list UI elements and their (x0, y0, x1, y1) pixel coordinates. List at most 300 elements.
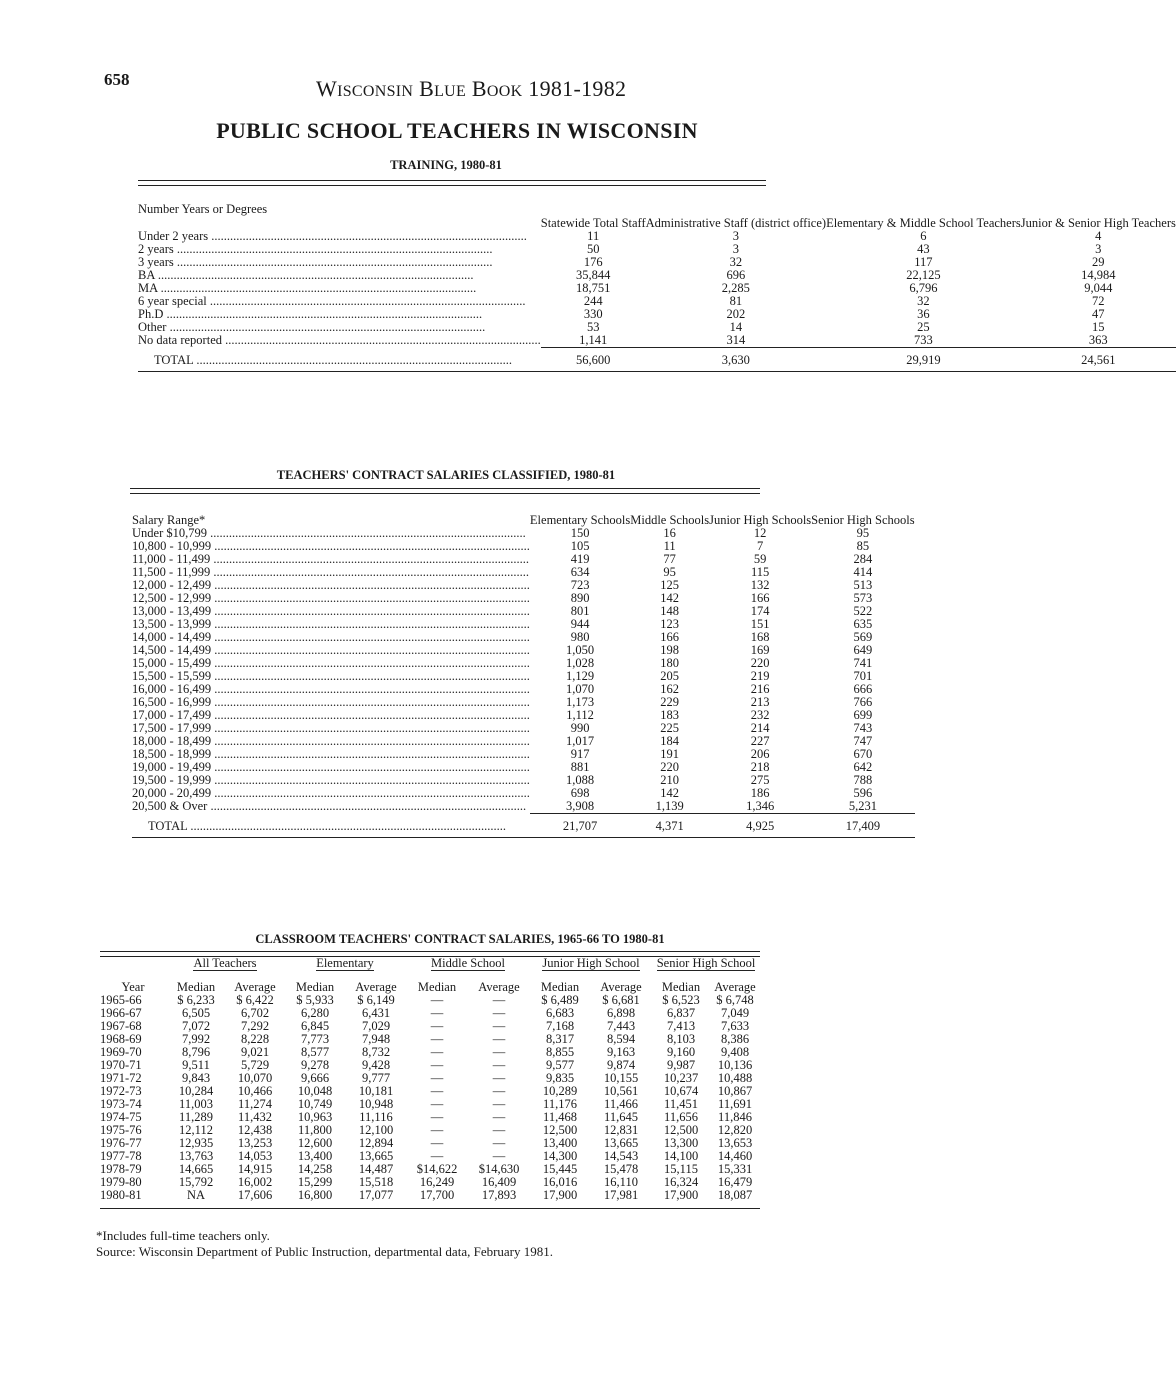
table-cell: 47 (1092, 307, 1105, 321)
table-cell: 9,843 (181, 1071, 211, 1085)
table-cell: 220 (750, 656, 770, 670)
table-cell: 150 (570, 526, 590, 540)
table-cell: 22,125 (906, 268, 941, 282)
total-cell: 17,409 (811, 814, 914, 834)
row-label: 19,000 - 19,499 ..... (132, 761, 530, 774)
table-cell: 10,466 (237, 1084, 273, 1098)
table-cell: 12,100 (358, 1123, 394, 1137)
classroom-table-title: CLASSROOM TEACHERS' CONTRACT SALARIES, 1965-66 TO 1980-81 (255, 932, 665, 946)
table-cell: 43 (917, 242, 930, 256)
table-cell: 9,511 (182, 1058, 210, 1072)
table-cell: 12,831 (603, 1123, 639, 1137)
table-cell: 980 (570, 630, 590, 644)
table-cell: 1,028 (566, 656, 595, 670)
table-cell: 50 (586, 242, 600, 256)
table-cell: 14,300 (542, 1149, 578, 1163)
row-label: 16,500 - 16,999 ..... (132, 696, 530, 709)
table-cell: 81 (729, 294, 743, 308)
table-cell: 220 (660, 760, 680, 774)
table-cell: 35,844 (576, 268, 611, 282)
table-cell: — (430, 1097, 444, 1111)
col-header: Administrative Staff (district office) (645, 216, 827, 230)
col-header: Number Years or Degrees (138, 202, 268, 216)
table-cell: 11,176 (543, 1097, 577, 1111)
table-cell: 17,893 (481, 1188, 517, 1202)
training-table (138, 188, 1176, 372)
row-label: 13,000 - 13,499 ..... (132, 605, 530, 618)
table-cell: 18,087 (717, 1188, 753, 1202)
table-cell: 15,331 (717, 1162, 753, 1176)
table-cell: 205 (660, 669, 680, 683)
row-label: 18,500 - 18,999 ..... (132, 748, 530, 761)
table-cell: 696 (726, 268, 746, 282)
row-label: 12,000 - 12,499 ..... (132, 579, 530, 592)
table-cell: 12,500 (663, 1123, 699, 1137)
table-cell: — (430, 1019, 444, 1033)
row-label: Under $10,799 ..... (132, 527, 530, 540)
col-header: Elementary & Middle School Teachers (826, 216, 1021, 230)
table-cell: — (430, 1110, 444, 1124)
table-cell: 11,289 (179, 1110, 213, 1124)
table-cell: — (492, 1149, 506, 1163)
table-cell: 1,070 (566, 682, 595, 696)
table-cell: 229 (660, 695, 680, 709)
col-header: Average (355, 980, 397, 994)
table-cell: — (492, 1006, 506, 1020)
table-cell: 10,284 (178, 1084, 214, 1098)
table-cell: 414 (853, 565, 873, 579)
table-cell: 12,500 (542, 1123, 578, 1137)
table-cell: 15,445 (542, 1162, 578, 1176)
table-cell: NA (186, 1188, 206, 1202)
table-cell: 16 (663, 526, 676, 540)
table-cell: 9,044 (1084, 281, 1113, 295)
table-cell: 16,800 (297, 1188, 333, 1202)
table-cell: 569 (853, 630, 873, 644)
row-label: 10,800 - 10,999 ..... (132, 540, 530, 553)
table-cell: 14,984 (1081, 268, 1116, 282)
classroom-table (100, 954, 760, 1209)
table-cell: 649 (853, 643, 873, 657)
table-cell: 166 (750, 591, 770, 605)
table-cell: 169 (750, 643, 770, 657)
col-header: Average (234, 980, 276, 994)
table-cell: 213 (750, 695, 770, 709)
table-cell: 17,900 (663, 1188, 699, 1202)
table-cell: 218 (750, 760, 770, 774)
table-cell: 1,017 (566, 734, 595, 748)
table-cell: 670 (853, 747, 873, 761)
table-cell: — (430, 1084, 444, 1098)
table-cell: 162 (660, 682, 680, 696)
table-cell: 16,324 (663, 1175, 699, 1189)
table-cell: 363 (1088, 333, 1108, 347)
year-cell: 1978-79 (100, 1162, 142, 1176)
table-cell: 8,796 (181, 1045, 211, 1059)
col-header: Elementary Schools (529, 513, 631, 527)
table-cell: 53 (586, 320, 600, 334)
table-cell: 11,466 (604, 1097, 638, 1111)
table-cell: $ 5,933 (296, 993, 334, 1007)
table-cell: 13,300 (663, 1136, 699, 1150)
row-label: 18,000 - 18,499 ..... (132, 735, 530, 748)
table-cell: 11,645 (604, 1110, 638, 1124)
table-cell: — (492, 1058, 506, 1072)
table-cell: 1,346 (746, 799, 775, 813)
table-cell: 634 (570, 565, 590, 579)
table-cell: 17,900 (542, 1188, 578, 1202)
table-cell: 723 (570, 578, 590, 592)
table-cell: 10,070 (237, 1071, 273, 1085)
col-header: Junior High Schools (709, 513, 812, 527)
total-cell: 3,630 (646, 348, 826, 368)
table-cell: 11 (587, 229, 600, 243)
table-cell: 8,103 (666, 1032, 696, 1046)
table-cell: 15,792 (178, 1175, 214, 1189)
table-cell: 95 (663, 565, 676, 579)
table-cell: 7,168 (545, 1019, 575, 1033)
table-cell: 168 (750, 630, 770, 644)
table-cell: 6,505 (181, 1006, 211, 1020)
table-cell: 5,729 (240, 1058, 270, 1072)
table-cell: 142 (660, 786, 680, 800)
table-cell: 698 (570, 786, 590, 800)
table-row (100, 1189, 760, 1202)
year-cell: 1967-68 (100, 1019, 142, 1033)
table-cell: 11,468 (543, 1110, 577, 1124)
row-label: 17,000 - 17,499 ..... (132, 709, 530, 722)
year-cell: 1973-74 (100, 1097, 142, 1111)
row-label: MA ..... (138, 282, 541, 295)
table-cell: 743 (853, 721, 873, 735)
total-row (138, 348, 1176, 368)
table-cell: $ 6,422 (236, 993, 274, 1007)
row-label: 6 year special ..... (138, 295, 541, 308)
table-cell: 198 (660, 643, 680, 657)
col-header: Median (176, 980, 216, 994)
table-cell: 1,139 (655, 799, 684, 813)
col-header: Median (661, 980, 701, 994)
table-cell: 7,049 (720, 1006, 750, 1020)
table-cell: — (430, 1123, 444, 1137)
table-cell: 14,487 (358, 1162, 394, 1176)
table-cell: $14,622 (416, 1162, 458, 1176)
table-cell: — (430, 1071, 444, 1085)
table-cell: 183 (660, 708, 680, 722)
table-cell: 699 (853, 708, 873, 722)
row-label: 13,500 - 13,999 ..... (132, 618, 530, 631)
table-cell: 14,100 (663, 1149, 699, 1163)
table-cell: 13,253 (237, 1136, 273, 1150)
table-cell: 10,963 (297, 1110, 333, 1124)
total-cell: 29,919 (826, 348, 1021, 368)
table-cell: 17,700 (419, 1188, 455, 1202)
table-cell: 9,987 (666, 1058, 696, 1072)
table-cell: 573 (853, 591, 873, 605)
year-cell: 1972-73 (100, 1084, 142, 1098)
table-cell: 10,289 (542, 1084, 578, 1098)
table-cell: 10,674 (663, 1084, 699, 1098)
table-cell: 12,112 (179, 1123, 213, 1137)
table-cell: 10,136 (717, 1058, 753, 1072)
table-cell: 3 (1095, 242, 1102, 256)
table-cell: 11,274 (238, 1097, 272, 1111)
table-cell: 801 (570, 604, 590, 618)
table-cell: 1,173 (566, 695, 595, 709)
table-cell: 17,077 (358, 1188, 394, 1202)
table-cell: — (492, 1097, 506, 1111)
table-cell: 11,691 (718, 1097, 752, 1111)
table-cell: 890 (570, 591, 590, 605)
table-cell: 7,292 (240, 1019, 270, 1033)
table-cell: 8,855 (545, 1045, 575, 1059)
table-cell: 25 (917, 320, 930, 334)
table-cell: 11,003 (179, 1097, 213, 1111)
row-label: 14,500 - 14,499 ..... (132, 644, 530, 657)
table-cell: 7,072 (181, 1019, 211, 1033)
year-cell: 1980-81 (100, 1188, 142, 1202)
salaries-table-title: TEACHERS' CONTRACT SALARIES CLASSIFIED, 1980-81 (276, 468, 616, 482)
table-cell: 17,606 (237, 1188, 273, 1202)
table-cell: 9,160 (666, 1045, 696, 1059)
table-cell: 6,796 (909, 281, 938, 295)
table-cell: 7,948 (361, 1032, 391, 1046)
table-cell: 7,773 (300, 1032, 330, 1046)
table-cell: 117 (914, 255, 933, 269)
year-cell: 1971-72 (100, 1071, 142, 1085)
table-cell: 1,141 (579, 333, 608, 347)
year-cell: 1965-66 (100, 993, 142, 1007)
table-cell: 151 (750, 617, 770, 631)
table-cell: 522 (853, 604, 873, 618)
col-header: Junior & Senior High Teachers (1020, 216, 1176, 230)
table-cell: — (430, 993, 444, 1007)
table-cell: 32 (917, 294, 930, 308)
table-row (132, 800, 915, 814)
table-cell: 419 (570, 552, 590, 566)
col-header: Middle Schools (630, 513, 710, 527)
salaries-table (132, 494, 915, 838)
row-label: 16,000 - 16,499 ..... (132, 683, 530, 696)
table-cell: 11,432 (238, 1110, 272, 1124)
table-cell: 12,820 (717, 1123, 753, 1137)
year-cell: 1974-75 (100, 1110, 142, 1124)
table-cell: 733 (914, 333, 933, 347)
table-cell: 13,400 (297, 1149, 333, 1163)
table-cell: 944 (570, 617, 590, 631)
table-cell: 6,683 (545, 1006, 575, 1020)
table-cell: 85 (856, 539, 870, 553)
table-cell: 115 (750, 565, 770, 579)
table-cell: 747 (853, 734, 873, 748)
year-cell: 1966-67 (100, 1006, 142, 1020)
table-cell: 174 (750, 604, 770, 618)
row-label: 11,000 - 11,499 ..... (132, 553, 530, 566)
col-header: Statewide Total Staff (540, 216, 646, 230)
total-label: TOTAL ..... (132, 814, 530, 834)
table-cell: 6,845 (300, 1019, 330, 1033)
table-cell: — (430, 1136, 444, 1150)
table-cell: 9,408 (720, 1045, 750, 1059)
table-cell: 15,518 (358, 1175, 394, 1189)
table-cell: 7,992 (181, 1032, 211, 1046)
year-cell: 1977-78 (100, 1149, 142, 1163)
row-label: 3 years ..... (138, 256, 541, 269)
table-cell: 766 (853, 695, 873, 709)
table-cell: 125 (660, 578, 680, 592)
table-cell: 11 (663, 539, 676, 553)
row-label: 14,000 - 14,499 ..... (132, 631, 530, 644)
table-cell: $14,630 (478, 1162, 520, 1176)
group-header: Middle School (431, 956, 505, 970)
table-cell: 6,702 (240, 1006, 270, 1020)
row-label: 20,500 & Over ..... (132, 800, 530, 814)
table-cell: 186 (750, 786, 770, 800)
group-header: All Teachers (193, 956, 257, 970)
table-cell: 16,479 (717, 1175, 753, 1189)
table-cell: $ 6,681 (602, 993, 640, 1007)
table-cell: 11,116 (359, 1110, 393, 1124)
table-cell: 4 (1095, 229, 1102, 243)
table-cell: 1,050 (566, 643, 595, 657)
table-cell: 10,749 (297, 1097, 333, 1111)
table-cell: 10,488 (717, 1071, 753, 1085)
table-cell: 9,163 (606, 1045, 636, 1059)
table-cell: 6,431 (361, 1006, 391, 1020)
year-cell: 1969-70 (100, 1045, 142, 1059)
table-cell: 227 (750, 734, 770, 748)
year-cell: 1979-80 (100, 1175, 142, 1189)
table-cell: 10,048 (297, 1084, 333, 1098)
table-cell: 3,908 (566, 799, 595, 813)
row-label: 11,500 - 11,999 ..... (132, 566, 530, 579)
table-cell: 6,280 (300, 1006, 330, 1020)
source-note: Source: Wisconsin Department of Public Instruction, departmental data, February 1981. (96, 1244, 554, 1259)
table-cell: 10,237 (663, 1071, 699, 1085)
table-cell: 13,400 (542, 1136, 578, 1150)
table-cell: 14 (729, 320, 743, 334)
row-label: 12,500 - 12,999 ..... (132, 592, 530, 605)
table-cell: 16,409 (481, 1175, 517, 1189)
row-label: No data reported ..... (138, 334, 541, 348)
page-number: 658 (104, 70, 130, 89)
table-cell: — (492, 1110, 506, 1124)
table-cell: 788 (853, 773, 873, 787)
table-cell: 642 (853, 760, 873, 774)
table-cell: 206 (750, 747, 770, 761)
table-cell: — (430, 1006, 444, 1020)
table-cell: 13,665 (603, 1136, 639, 1150)
table-cell: 132 (750, 578, 770, 592)
footnote: *Includes full-time teachers only. (96, 1228, 270, 1243)
col-header: Average (714, 980, 756, 994)
table-cell: 142 (660, 591, 680, 605)
table-cell: 16,249 (419, 1175, 455, 1189)
table-cell: 9,666 (300, 1071, 330, 1085)
table-cell: 1,112 (566, 708, 594, 722)
table-cell: 596 (853, 786, 873, 800)
table-cell: — (492, 1136, 506, 1150)
table-cell: 917 (570, 747, 590, 761)
table-cell: 14,460 (717, 1149, 753, 1163)
table-cell: 105 (570, 539, 590, 553)
table-cell: 8,386 (720, 1032, 750, 1046)
table-cell: 7,029 (361, 1019, 391, 1033)
table-cell: 8,228 (240, 1032, 270, 1046)
table-cell: 9,835 (545, 1071, 575, 1085)
table-cell: 12,438 (237, 1123, 273, 1137)
table-cell: 6,898 (606, 1006, 636, 1020)
table-cell: 10,561 (603, 1084, 639, 1098)
table-cell: 191 (660, 747, 680, 761)
row-label: 2 years ..... (138, 243, 541, 256)
year-cell: 1968-69 (100, 1032, 142, 1046)
table-cell: 330 (583, 307, 603, 321)
table-cell: 59 (753, 552, 767, 566)
table-cell: 16,002 (237, 1175, 273, 1189)
total-label: TOTAL ..... (138, 348, 541, 368)
table-cell: 214 (750, 721, 770, 735)
table-cell: $ 6,489 (541, 993, 579, 1007)
table-cell: 29 (1092, 255, 1105, 269)
col-header: Average (478, 980, 520, 994)
table-cell: 666 (853, 682, 873, 696)
total-row (132, 814, 915, 834)
table-cell: 14,665 (178, 1162, 214, 1176)
table-cell: 216 (750, 682, 770, 696)
table-cell: 95 (856, 526, 870, 540)
table-cell: 13,763 (178, 1149, 214, 1163)
row-label: 15,000 - 15,499 ..... (132, 657, 530, 670)
table-cell: 12,600 (297, 1136, 333, 1150)
table-cell: $ 6,748 (716, 993, 754, 1007)
col-header: Median (540, 980, 580, 994)
table-cell: — (430, 1045, 444, 1059)
table-cell: 7,413 (666, 1019, 696, 1033)
table-cell: 9,777 (361, 1071, 391, 1085)
row-label: 17,500 - 17,999 ..... (132, 722, 530, 735)
table-cell: 166 (660, 630, 680, 644)
table-cell: 8,732 (361, 1045, 391, 1059)
table-cell: — (492, 1019, 506, 1033)
total-cell: 21,707 (530, 814, 630, 834)
table-cell: 219 (750, 669, 770, 683)
table-cell: 225 (660, 721, 680, 735)
table-cell: 9,428 (361, 1058, 391, 1072)
table-cell: 9,278 (300, 1058, 330, 1072)
table-cell: $ 6,523 (662, 993, 700, 1007)
col-header: Median (417, 980, 457, 994)
table-cell: 176 (583, 255, 603, 269)
table-cell: 14,053 (237, 1149, 273, 1163)
table-cell: 2,285 (721, 281, 750, 295)
table-cell: 513 (853, 578, 873, 592)
group-header: Elementary (316, 956, 374, 970)
table-cell: — (492, 993, 506, 1007)
table-cell: — (430, 1058, 444, 1072)
page-title: PUBLIC SCHOOL TEACHERS IN WISCONSIN (216, 118, 698, 143)
table-cell: 16,016 (542, 1175, 578, 1189)
row-label: BA ..... (138, 269, 541, 282)
table-cell: 14,915 (237, 1162, 273, 1176)
table-cell: — (430, 1032, 444, 1046)
table-cell: — (492, 1123, 506, 1137)
table-cell: 12,935 (178, 1136, 214, 1150)
table-cell: 314 (726, 333, 746, 347)
table-cell: 741 (853, 656, 873, 670)
table-cell: $ 6,233 (177, 993, 215, 1007)
table-cell: 6 (920, 229, 927, 243)
